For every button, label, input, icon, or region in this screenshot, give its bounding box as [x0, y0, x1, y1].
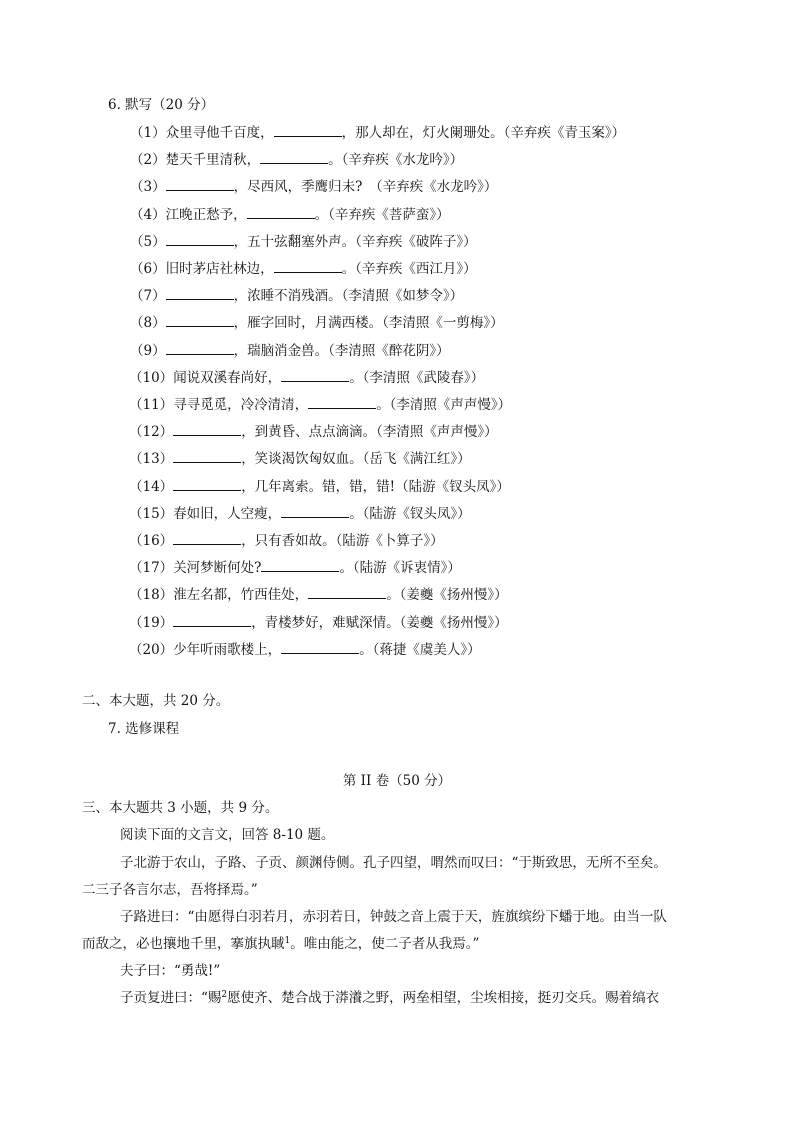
answer-blank[interactable]: [166, 285, 234, 300]
passage-paragraph-1-line-2: 二三子各言尔志，吾将择焉。”: [82, 882, 258, 898]
reading-intro: 阅读下面的文言文，回答 8-10 题。: [120, 827, 335, 843]
dictation-item-number: （2）: [130, 152, 166, 168]
dictation-item-number: （5）: [130, 234, 166, 250]
dictation-item: [130, 258, 477, 279]
dictation-item-rest: ，那人却在，灯火阑珊处。（辛弃疾《青玉案》）: [341, 125, 626, 141]
dictation-item-rest: 。（陆游《诉衷情》）: [339, 560, 461, 576]
dictation-item: [129, 612, 508, 633]
dictation-item: [129, 530, 444, 551]
dictation-item-number: （6）: [130, 261, 166, 277]
dictation-item-prompt: 淮左名都，竹西佳处，: [173, 587, 309, 603]
dictation-item-rest: 。（李清照《武陵春》）: [349, 370, 485, 386]
passage-paragraph-3: 夫子曰：“勇哉!”: [120, 963, 221, 979]
answer-blank[interactable]: [173, 612, 251, 627]
answer-blank[interactable]: [261, 557, 339, 572]
answer-blank[interactable]: [173, 448, 241, 463]
dictation-item: [130, 285, 463, 306]
dictation-item-prompt: 闻说双溪春尚好，: [173, 370, 282, 386]
dictation-item: [130, 122, 625, 143]
dictation-item: [130, 340, 450, 361]
dictation-item-number: （14）: [129, 479, 174, 495]
dictation-item-rest: ，浓睡不消残酒。（李清照《如梦令》）: [233, 288, 464, 304]
answer-blank[interactable]: [166, 231, 234, 246]
dictation-item-rest: 。（辛弃疾《菩萨蛮》）: [314, 207, 450, 223]
answer-blank[interactable]: [274, 258, 342, 273]
dictation-item-rest: 。（姜夔《扬州慢》）: [386, 587, 508, 603]
answer-blank[interactable]: [260, 149, 328, 164]
dictation-item: [129, 394, 511, 415]
dictation-item-number: （9）: [130, 343, 166, 359]
dictation-item-prompt: 寻寻觅觅，冷冷清清，: [173, 397, 309, 413]
passage-paragraph-2-line-2: 而敌之，必也攘地千里，搴旗执聝$^1$。唯由能之，使二子者从我焉。”: [82, 936, 480, 952]
answer-blank[interactable]: [166, 340, 234, 355]
dictation-item: [129, 557, 461, 578]
dictation-item-rest: ，只有香如故。（陆游《卜算子》）: [241, 533, 444, 549]
dictation-item-prompt: 旧时茅店社林边，: [165, 261, 274, 277]
question-7-title: 7. 选修课程: [108, 721, 180, 737]
dictation-item-number: （3）: [130, 179, 166, 195]
passage-paragraph-4: 子贡复进曰：“赐$^2$愿使齐、楚合战于漭瀁之野，两垒相望，尘埃相接，挺刃交兵。赐着缟衣: [120, 990, 660, 1006]
section-3-heading: 三、本大题共 3 小题，共 9 分。: [82, 800, 279, 816]
answer-blank[interactable]: [281, 503, 349, 518]
answer-blank[interactable]: [166, 176, 234, 191]
dictation-item-rest: ，尽西风，季鹰归未? （辛弃疾《水龙吟》）: [233, 179, 498, 195]
dictation-item: [130, 231, 477, 252]
dictation-item-prompt: 众里寻他千百度，: [165, 125, 274, 141]
dictation-item: [130, 312, 504, 333]
answer-blank[interactable]: [247, 204, 315, 219]
dictation-item-rest: ，几年离索。错，错，错!（陆游《钗头凤》）: [241, 479, 510, 495]
dictation-item-number: （4）: [130, 207, 166, 223]
passage-paragraph-2-line-1: 子路进曰：“由愿得白羽若月，赤羽若日，钟鼓之音上震于天，旌旗缤纷下蟠于地。由当一队: [120, 909, 667, 925]
dictation-item-number: （16）: [129, 533, 174, 549]
dictation-item-number: （20）: [129, 642, 174, 658]
dictation-item-number: （8）: [130, 315, 166, 331]
dictation-item-rest: 。（蒋捷《虞美人》）: [359, 642, 481, 658]
answer-blank[interactable]: [308, 394, 376, 409]
dictation-item: [130, 149, 463, 170]
answer-blank[interactable]: [274, 122, 342, 137]
dictation-item: [129, 421, 498, 442]
dictation-item: [129, 503, 471, 524]
dictation-item-rest: 。（辛弃疾《西江月》）: [341, 261, 477, 277]
section-2-heading: 二、本大题，共 20 分。: [82, 693, 230, 709]
dictation-item: [129, 639, 481, 660]
dictation-item-rest: ，笑谈渴饮匈奴血。（岳飞《满江红》）: [241, 451, 471, 467]
dictation-item-number: （18）: [129, 587, 174, 603]
dictation-item-prompt: 关河梦断何处?: [173, 560, 262, 576]
dictation-item-rest: 。（辛弃疾《水龙吟》）: [328, 152, 464, 168]
footnote-marker: 2: [221, 990, 228, 1000]
answer-blank[interactable]: [173, 421, 241, 436]
dictation-item-number: （19）: [129, 615, 174, 631]
dictation-item-number: （7）: [130, 288, 166, 304]
dictation-item-number: （17）: [129, 560, 174, 576]
answer-blank[interactable]: [173, 530, 241, 545]
answer-blank[interactable]: [166, 312, 234, 327]
dictation-item-number: （13）: [129, 451, 174, 467]
dictation-item-prompt: 楚天千里清秋，: [165, 152, 261, 168]
dictation-item: [130, 204, 450, 225]
dictation-item-prompt: 少年听雨歌楼上，: [173, 642, 282, 658]
passage-paragraph-1-line-1: 子北游于农山，子路、子贡、颜渊侍侧。孔子四望，喟然而叹曰：“于斯致思，无所不至矣。: [120, 855, 667, 871]
footnote-marker: 1: [284, 936, 291, 946]
dictation-item: [129, 367, 484, 388]
dictation-item-rest: ，到黄昏、点点滴滴。（李清照《声声慢》）: [241, 424, 498, 440]
dictation-item-rest: ，雁字回时，月满西楼。（李清照《一剪梅》）: [233, 315, 504, 331]
dictation-item-number: （1）: [130, 125, 166, 141]
dictation-item: [129, 448, 471, 469]
question-6-title: 6. 默写（20 分）: [108, 97, 215, 113]
dictation-item: [129, 476, 510, 497]
answer-blank[interactable]: [281, 639, 359, 654]
dictation-item-rest: ，五十弦翻塞外声。（辛弃疾《破阵子》）: [233, 234, 477, 250]
dictation-item-prompt: 春如旧，人空瘦，: [173, 506, 282, 522]
dictation-item-rest: ，青楼梦好，难赋深情。（姜夔《扬州慢》）: [251, 615, 508, 631]
dictation-item: [130, 176, 497, 197]
dictation-item-rest: 。（李清照《声声慢》）: [376, 397, 512, 413]
dictation-item-number: （11）: [129, 397, 174, 413]
dictation-item-rest: ，瑞脑消金兽。（李清照《醉花阴》）: [233, 343, 450, 359]
part-2-title: 第 II 卷（50 分）: [342, 773, 452, 789]
answer-blank[interactable]: [308, 584, 386, 599]
dictation-item-number: （12）: [129, 424, 174, 440]
dictation-item-prompt: 江晚正愁予，: [165, 207, 247, 223]
dictation-item-number: （10）: [129, 370, 174, 386]
dictation-item-rest: 。（陆游《钗头凤》）: [349, 506, 471, 522]
dictation-item-number: （15）: [129, 506, 174, 522]
dictation-item: [129, 584, 508, 605]
answer-blank[interactable]: [173, 476, 241, 491]
answer-blank[interactable]: [281, 367, 349, 382]
